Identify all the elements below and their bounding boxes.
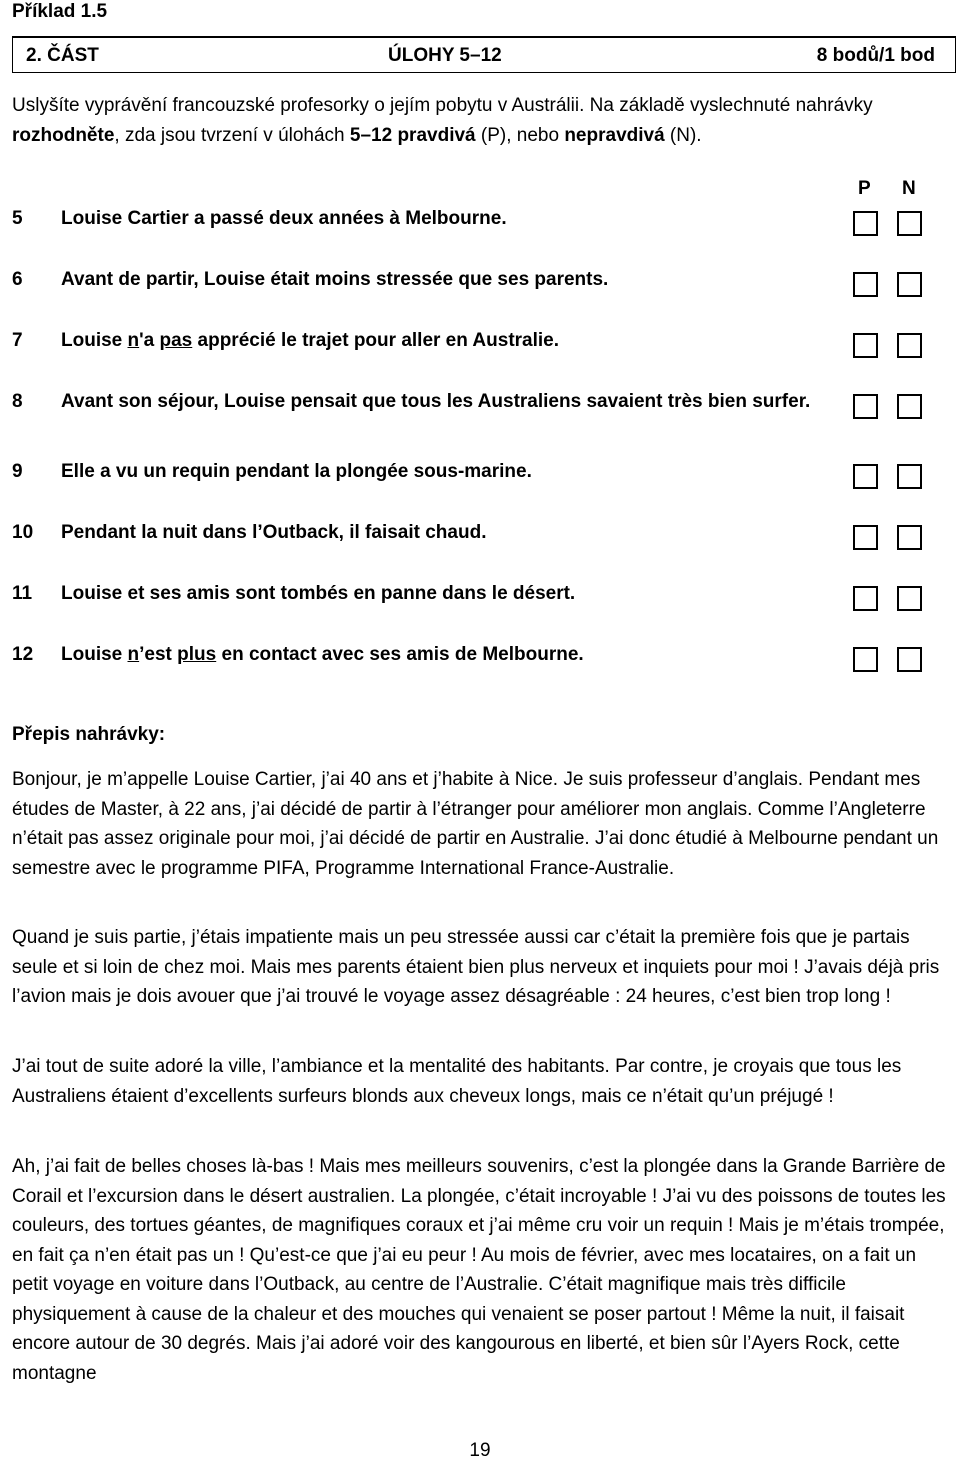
statement-underlined: n <box>127 330 140 351</box>
statement-underlined: pas <box>159 330 193 351</box>
instructions-bold: rozhodněte <box>12 125 115 146</box>
task-number: 7 <box>12 330 23 351</box>
task-number: 11 <box>12 583 33 604</box>
task-statement <box>61 641 811 669</box>
answer-n-checkbox[interactable] <box>897 525 922 550</box>
answer-p-checkbox[interactable] <box>853 647 878 672</box>
section-points: 8 bodů/1 bod <box>816 45 935 66</box>
answer-n-checkbox[interactable] <box>897 333 922 358</box>
task-statement: Pendant la nuit dans l’Outback, il faisait chaud. <box>61 522 487 543</box>
statement-part: en contact avec ses amis de Melbourne. <box>216 644 584 665</box>
instructions-bold: 5–12 pravdivá <box>349 125 476 146</box>
statement-part: apprécié le trajet pour aller en Australie. <box>192 330 560 351</box>
instructions-text: (N). <box>664 125 702 146</box>
column-p-label: P <box>858 178 871 199</box>
transcript-paragraph: Quand je suis partie, j’étais impatiente mais un peu stressée aussi car c’était la première fois que je partais seule et si loin de chez moi. Mais mes parents étaient bien plus nerveux et inquiets pour moi ! J’avais déjà pris l’avion mais je dois avouer que j’ai trouvé le voyage assez désagréable : 24 heures, c’est bien trop long ! <box>12 927 940 1007</box>
answer-p-checkbox[interactable] <box>853 272 878 297</box>
statement-underlined: plus <box>177 644 217 665</box>
section-header <box>12 36 956 73</box>
section-part: 2. ČÁST <box>26 45 99 66</box>
instructions-text: (P), nebo <box>475 125 565 146</box>
answer-p-checkbox[interactable] <box>853 464 878 489</box>
answer-n-checkbox[interactable] <box>897 647 922 672</box>
transcript-paragraph: Bonjour, je m’appelle Louise Cartier, j’ai 40 ans et j’habite à Nice. Je suis professeur d’anglais. Pendant mes études de Master, à 22 ans, j’ai décidé de partir à l’étranger pour améliorer mon anglais. Comme l’Angleterre n’était pas assez originale pour moi, j’ai décidé de partir en Australie. J’ai donc étudié à Melbourne pendant un semestre avec le programme PIFA, Programme International France-Australie. <box>12 769 939 879</box>
statement-underlined: n <box>127 644 140 665</box>
task-number: 5 <box>12 208 23 229</box>
instructions-text: , zda jsou tvrzení v úlohách <box>114 125 350 146</box>
answer-n-checkbox[interactable] <box>897 586 922 611</box>
answer-p-checkbox[interactable] <box>853 525 878 550</box>
section-tasks: ÚLOHY 5–12 <box>388 45 502 66</box>
column-n-label: N <box>902 178 916 199</box>
statement-part: Louise <box>61 330 128 351</box>
page-number: 19 <box>469 1440 491 1461</box>
task-statement: Avant son séjour, Louise pensait que tous les Australiens savaient très bien surfer. <box>61 391 811 412</box>
answer-n-checkbox[interactable] <box>897 211 922 236</box>
answer-p-checkbox[interactable] <box>853 394 878 419</box>
example-title: Příklad 1.5 <box>12 1 108 22</box>
instructions-bold: nepravdivá <box>564 125 665 146</box>
answer-n-checkbox[interactable] <box>897 272 922 297</box>
task-statement <box>61 327 811 355</box>
statement-part: ’est <box>139 644 178 665</box>
task-statement: Elle a vu un requin pendant la plongée sous-marine. <box>61 461 532 482</box>
answer-p-checkbox[interactable] <box>853 586 878 611</box>
answer-n-checkbox[interactable] <box>897 394 922 419</box>
task-number: 9 <box>12 461 23 482</box>
transcript-paragraph: Ah, j’ai fait de belles choses là-bas ! Mais mes meilleurs souvenirs, c’est la plongée dans la Grande Barrière de Corail et l’excursion dans le désert australien. La plongée, c’était incroyable ! J’ai vu des poissons de toutes les couleurs, des tortues géantes, de magnifiques coraux et j’ai même cru voir un requin ! Mais je m’étais trompée, en fait ça n’en était pas un ! Qu’est-ce que j’ai eu peur ! Au mois de février, avec mes locataires, on a fait un petit voyage en voiture dans l’Outback, au centre de l’Australie. C’était magnifique mais très difficile physiquement à cause de la chaleur et des mouches qui venaient se poser partout ! Même la nuit, il faisait encore autour de 30 degrés. Mais j’ai adoré voir des kangourous en liberté, et bien sûr l’Ayers Rock, cette montagne <box>12 1156 946 1384</box>
task-statement: Louise Cartier a passé deux années à Melbourne. <box>61 208 507 229</box>
statement-part: Louise <box>61 644 128 665</box>
task-number: 10 <box>12 522 34 543</box>
task-number: 8 <box>12 391 23 412</box>
instructions-text: Uslyšíte vyprávění francouzské profesorky o jejím pobytu v Austrálii. Na základě vyslechnuté nahrávky <box>12 95 873 116</box>
transcript-title: Přepis nahrávky: <box>12 724 166 745</box>
answer-p-checkbox[interactable] <box>853 333 878 358</box>
transcript-paragraph: J’ai tout de suite adoré la ville, l’ambiance et la mentalité des habitants. Par contre, je croyais que tous les Australiens étaient d’excellents surfeurs blonds aux cheveux longs, mais ce n’était qu’un préjugé ! <box>12 1056 902 1107</box>
task-number: 6 <box>12 269 23 290</box>
answer-p-checkbox[interactable] <box>853 211 878 236</box>
instructions <box>12 91 942 151</box>
statement-part: 'a <box>139 330 160 351</box>
task-number: 12 <box>12 644 34 665</box>
answer-n-checkbox[interactable] <box>897 464 922 489</box>
task-statement: Louise et ses amis sont tombés en panne dans le désert. <box>61 583 576 604</box>
task-statement: Avant de partir, Louise était moins stressée que ses parents. <box>61 269 609 290</box>
